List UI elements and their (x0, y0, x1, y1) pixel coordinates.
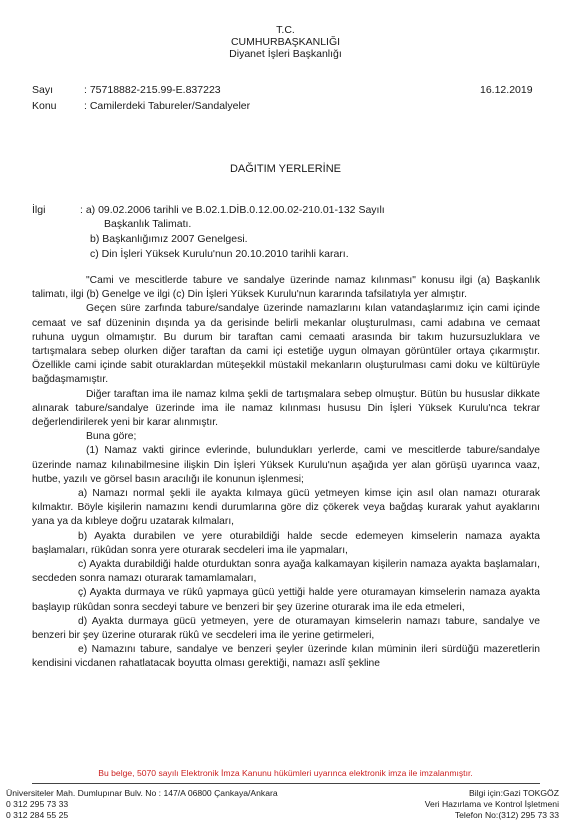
distribution-title: DAĞITIM YERLERİNE (229, 163, 342, 175)
e-signature-notice: Bu belge, 5070 sayılı Elektronik İmza Kanunu hükümleri uyarınca elektronik imza ile imzalanmıştır. (98, 768, 473, 778)
document-date: 16.12.2019 (480, 84, 533, 96)
paragraph-c: c) Ayakta durabildiği halde oturduktan sonra ayağa kalkamayan kişilerin namaza ayakta başlamaları, secdeden sonra namazı oturarak tamamlamaları, (32, 559, 540, 585)
paragraph-2: Geçen süre zarfında tabure/sandalye üzerinde namazlarını kılan vatandaşlarımız için cami içinde cemaat ve saf düzeninin dışında ya da gerisinde belirli mekanlar oluşturulması, cami adabına ve cemaat ruhuna uygun olmamıştır. Bu durum bir taraftan cami cemaati arasında bir takım huzursuzluklara ve tartışmalara sebep olurken diğer taraftan da cami içi estetiğe uygun olmayan görüntüler ortaya çıkarmıştır. Özellikle cami içinde sabit oturaklardan müteşekkil müstakil mekanların oluşturulması cami doku ve kültürüyle bağdaşmamıştır. (32, 303, 540, 386)
footer-phone-1: 0 312 295 73 33 (6, 799, 69, 809)
ilgi-item-b: b) Başkanlığımız 2007 Genelgesi. (90, 233, 248, 245)
ilgi-item-c: c) Din İşleri Yüksek Kurulu'nun 20.10.2010 tarihli kararı. (90, 248, 349, 260)
paragraph-e: e) Namazını tabure, sandalye ve benzeri şeyler üzerinde kılan müminin ileri sürdüğü mazeretlerin kendisini vicdanen rahatlatacak boyutta olması gerektiği, namazı aslî şekline (32, 644, 540, 670)
header-presidency: CUMHURBAŞKANLIĞI (230, 36, 341, 48)
paragraph-b: b) Ayakta durabilen ve yere oturabildiği halde secde edemeyen kimselerin namaza ayakta başlamaları, rükûdan sonra yere oturarak secdeleri ima ile yapmaları, (32, 530, 540, 556)
ilgi-label: İlgi (32, 204, 46, 216)
paragraph-3: Diğer taraftan ima ile namaz kılma şekli de tartışmalara sebep olmuştur. Bütün bu hususlar dikkate alınarak tabure/sandalye üzerinde ima ile namaz kılınması hususu Din İşleri Yüksek Kurulu'nca tekrar değerlendirilerek yeni bir karar alınmıştır. (32, 388, 540, 429)
footer-contact-person: Bilgi için:Gazi TOKGÖZ (469, 788, 559, 798)
footer-phone-2: 0 312 284 55 25 (6, 810, 69, 820)
sayi-label: Sayı (32, 84, 54, 96)
ilgi-item-a: : a) 09.02.2006 tarihli ve B.02.1.DİB.0.12.00.02-210.01-132 Sayılı (80, 204, 385, 216)
footer-contact-phone: Telefon No:(312) 295 73 33 (454, 810, 559, 820)
paragraph-c-cedilla: ç) Ayakta durmaya ve rükû yapmaya gücü yettiği halde yere oturamayan kimselerin namaza ayakta başlayıp rükûdan sonra secdeyi tabure ve benzeri bir şey üzerine oturarak ima ile eda etmeleri, (32, 587, 540, 613)
letter-body (32, 274, 540, 672)
paragraph-1: "Cami ve mescitlerde tabure ve sandalye üzerinde namaz kılınması" konusu ilgi (a) Başkanlık talimatı, ilgi (b) Genelge ve ilgi (c) Din İşleri Yüksek Kurulu'nun kararında tafsilatıyla yer almıştır. (32, 275, 540, 301)
footer-contact-title: Veri Hazırlama ve Kontrol İşletmeni (424, 799, 559, 809)
konu-label: Konu (32, 100, 57, 112)
sayi-value: : 75718882-215.99-E.837223 (84, 84, 221, 96)
paragraph-4: Buna göre; (86, 431, 137, 443)
paragraph-5: (1) Namaz vakti girince evlerinde, bulundukları yerlerde, cami ve mescitlerde tabure/sandalye üzerinde namaz kılınabilmesine ilişkin Din İşleri Yüksek Kurulu'nun aşağıda yer alan görüşü uyarınca vaaz, hutbe, yazılı ve görsel basın aracılığı ile konunun işlenmesi; (32, 445, 540, 485)
ilgi-item-a-cont: Başkanlık Talimatı. (104, 218, 192, 230)
header-tc: T.C. (276, 24, 295, 36)
paragraph-d: d) Ayakta durmaya gücü yetmeyen, yere de oturamayan kimselerin namazı tabure, sandalye ve benzeri bir şey üzerine oturarak rükû ve secdeleri ima ile yerine getirmeleri, (32, 615, 540, 642)
konu-value: : Camilerdeki Tabureler/Sandalyeler (84, 100, 251, 112)
footer-divider (32, 783, 540, 784)
footer-address: Üniversiteler Mah. Dumlupınar Bulv. No : 147/A 06800 Çankaya/Ankara (6, 788, 278, 798)
paragraph-a: a) Namazı normal şekli ile ayakta kılmaya gücü yetmeyen kimse için asıl olan namazı oturarak kılmaktır. Böyle kişilerin namazını kendi durumlarına göre diz çökerek veya bağdaş kurarak yahut ayaklarını yana ya da kıbleye doğru uzatarak kılmaları, (32, 488, 540, 528)
header-office: Diyanet İşleri Başkanlığı (229, 48, 342, 60)
